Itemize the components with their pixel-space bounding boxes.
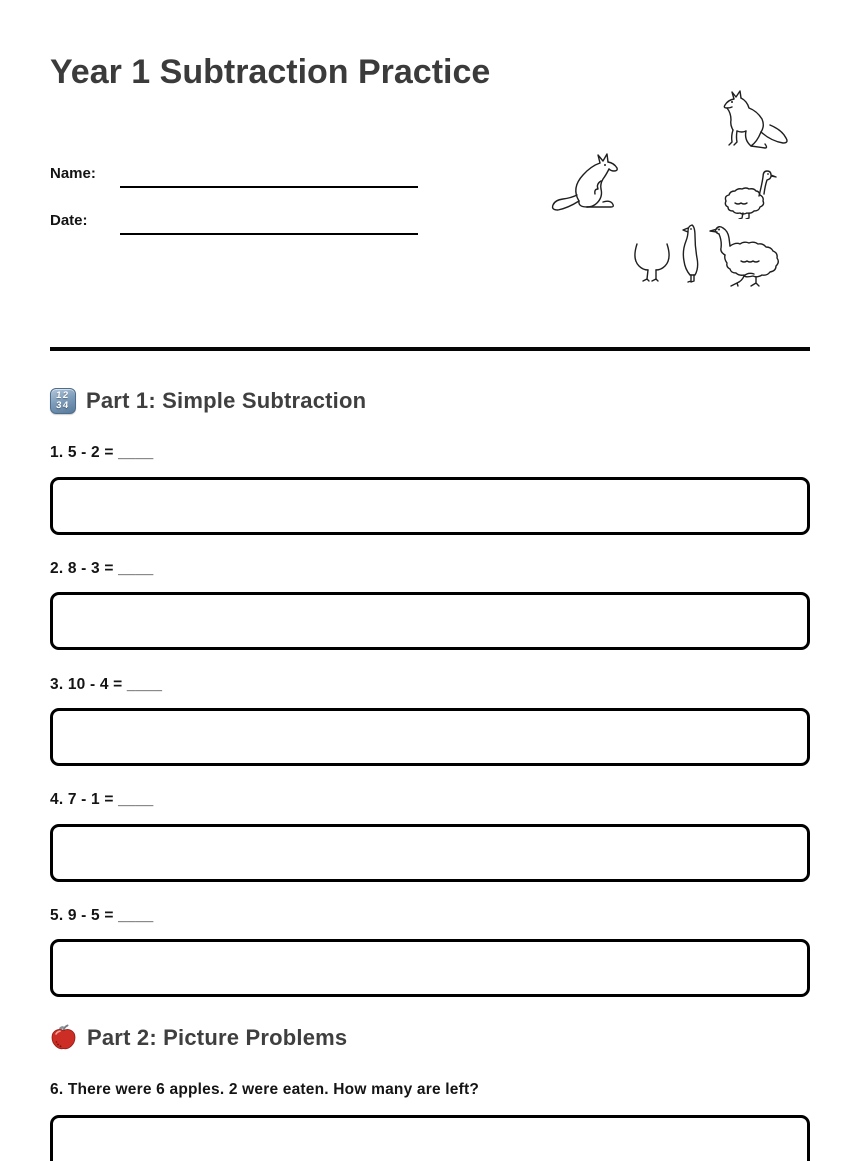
emu-body-outline-illustration [630,242,674,284]
keycap-digits-top: 12 [55,390,71,401]
name-input-line[interactable] [120,186,418,188]
part2-heading [50,1024,347,1051]
page-title: Year 1 Subtraction Practice [50,53,491,91]
question-4-label: 4. 7 - 1 = ____ [50,791,154,808]
numbers-keycap-icon [50,388,76,414]
part1-heading [50,388,366,414]
question-4-answer-box[interactable] [50,824,810,882]
question-2-label: 2. 8 - 3 = ____ [50,560,154,577]
question-3-answer-box[interactable] [50,708,810,766]
question-5-label: 5. 9 - 5 = ____ [50,907,154,924]
kangaroo-standing-illustration [712,90,790,156]
section-divider [50,347,810,351]
apple-icon [50,1024,77,1051]
question-3-label: 3. 10 - 4 = ____ [50,676,163,693]
question-1-answer-box[interactable] [50,477,810,535]
emu-chick-illustration [679,222,706,284]
kangaroo-sitting-illustration [550,152,630,216]
date-label: Date: [50,212,88,229]
question-5-answer-box[interactable] [50,939,810,997]
emu-large-illustration [708,220,790,288]
keycap-digits-bottom: 34 [55,400,71,411]
question-2-answer-box[interactable] [50,592,810,650]
date-input-line[interactable] [120,233,418,235]
emu-small-illustration [714,167,778,219]
part1-heading-text: Part 1: Simple Subtraction [86,388,367,413]
question-6-label: 6. There were 6 apples. 2 were eaten. How many are left? [50,1081,480,1098]
question-6-answer-box[interactable] [50,1115,810,1161]
question-1-label: 1. 5 - 2 = ____ [50,444,154,461]
part2-heading-text: Part 2: Picture Problems [87,1024,348,1050]
name-label: Name: [50,165,96,182]
